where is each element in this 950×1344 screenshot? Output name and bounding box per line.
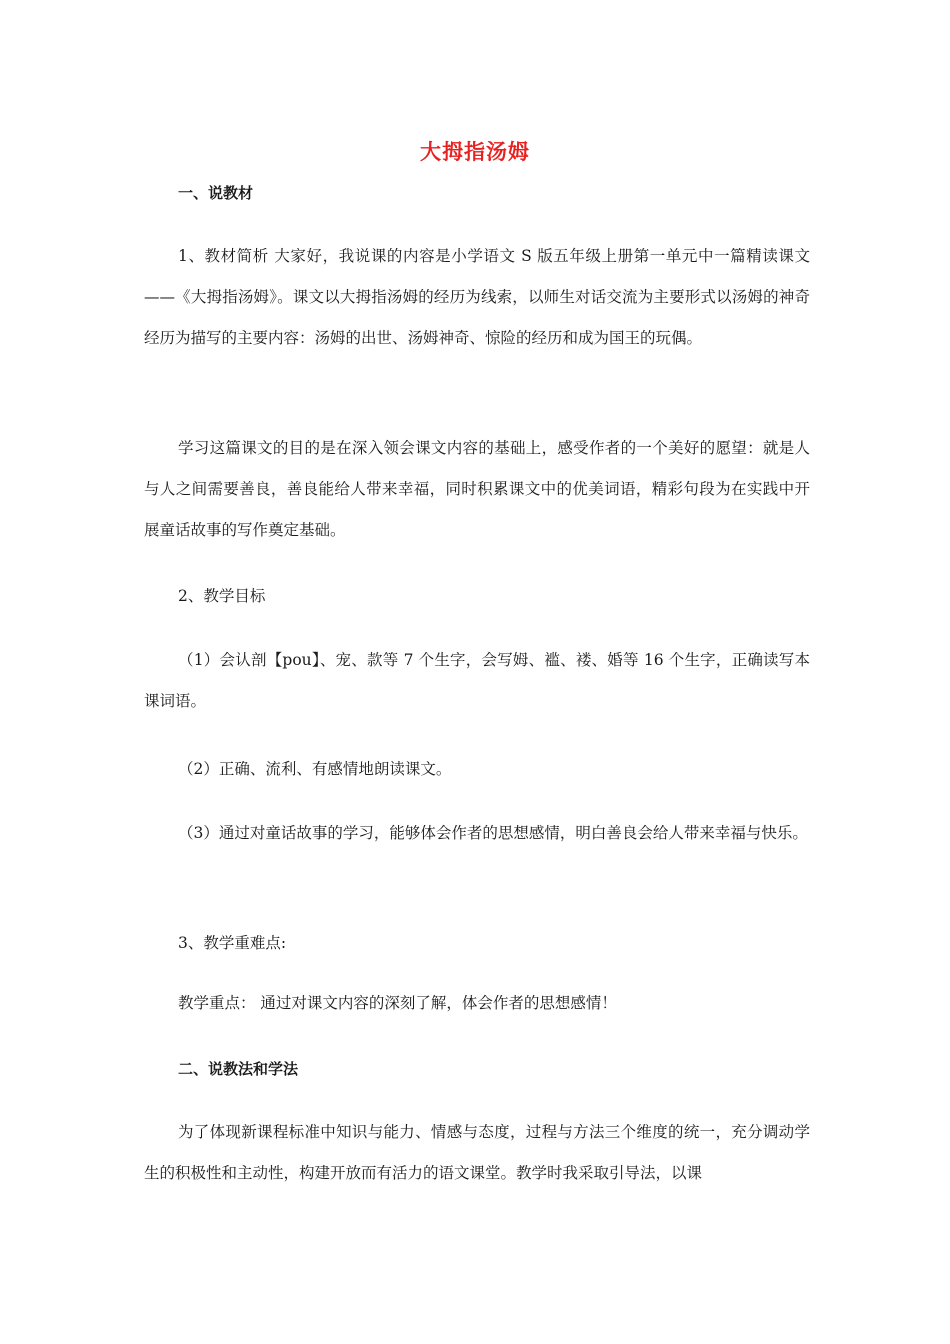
section-heading-methods: 二、说教法和学法 <box>178 1060 299 1078</box>
goal-item-3: （3）通过对童话故事的学习，能够体会作者的思想感情，明白善良会给人带来幸福与快乐。 <box>178 824 808 842</box>
key-point-text: 教学重点： 通过对课文内容的深刻了解，体会作者的思想感情！ <box>178 994 617 1012</box>
goal-item-2: （2）正确、流利、有感情地朗读课文。 <box>178 760 452 778</box>
subheading-key-difficulties: 3、教学重难点: <box>178 934 287 952</box>
paragraph-material-analysis: 1、教材简析 大家好，我说课的内容是小学语文 S 版五年级上册第一单元中一篇精读课文——《大拇指汤姆》。课文以大拇指汤姆的经历为线索，以师生对话交流为主要形式以汤姆的神奇经历为描写的主要内容：汤姆的出世、汤姆神奇、惊险的经历和成为国王的玩偶。 <box>144 247 810 347</box>
subheading-teaching-goals: 2、教学目标 <box>178 587 266 605</box>
goal-item-1: （1）会认剖【pou】、宠、款等 7 个生字，会写姆、褴、褛、婚等 16 个生字，正确读写本课词语。 <box>144 651 810 710</box>
document-title: 大拇指汤姆 <box>420 140 530 164</box>
paragraph-learning-purpose: 学习这篇课文的目的是在深入领会课文内容的基础上，感受作者的一个美好的愿望：就是人与人之间需要善良，善良能给人带来幸福，同时积累课文中的优美词语，精彩句段为在实践中开展童话故事的写作奠定基础。 <box>144 439 810 539</box>
section-heading-teaching-material: 一、说教材 <box>178 184 254 202</box>
paragraph-methods: 为了体现新课程标准中知识与能力、情感与态度，过程与方法三个维度的统一，充分调动学生的积极性和主动性，构建开放而有活力的语文课堂。教学时我采取引导法，以课 <box>144 1123 810 1182</box>
